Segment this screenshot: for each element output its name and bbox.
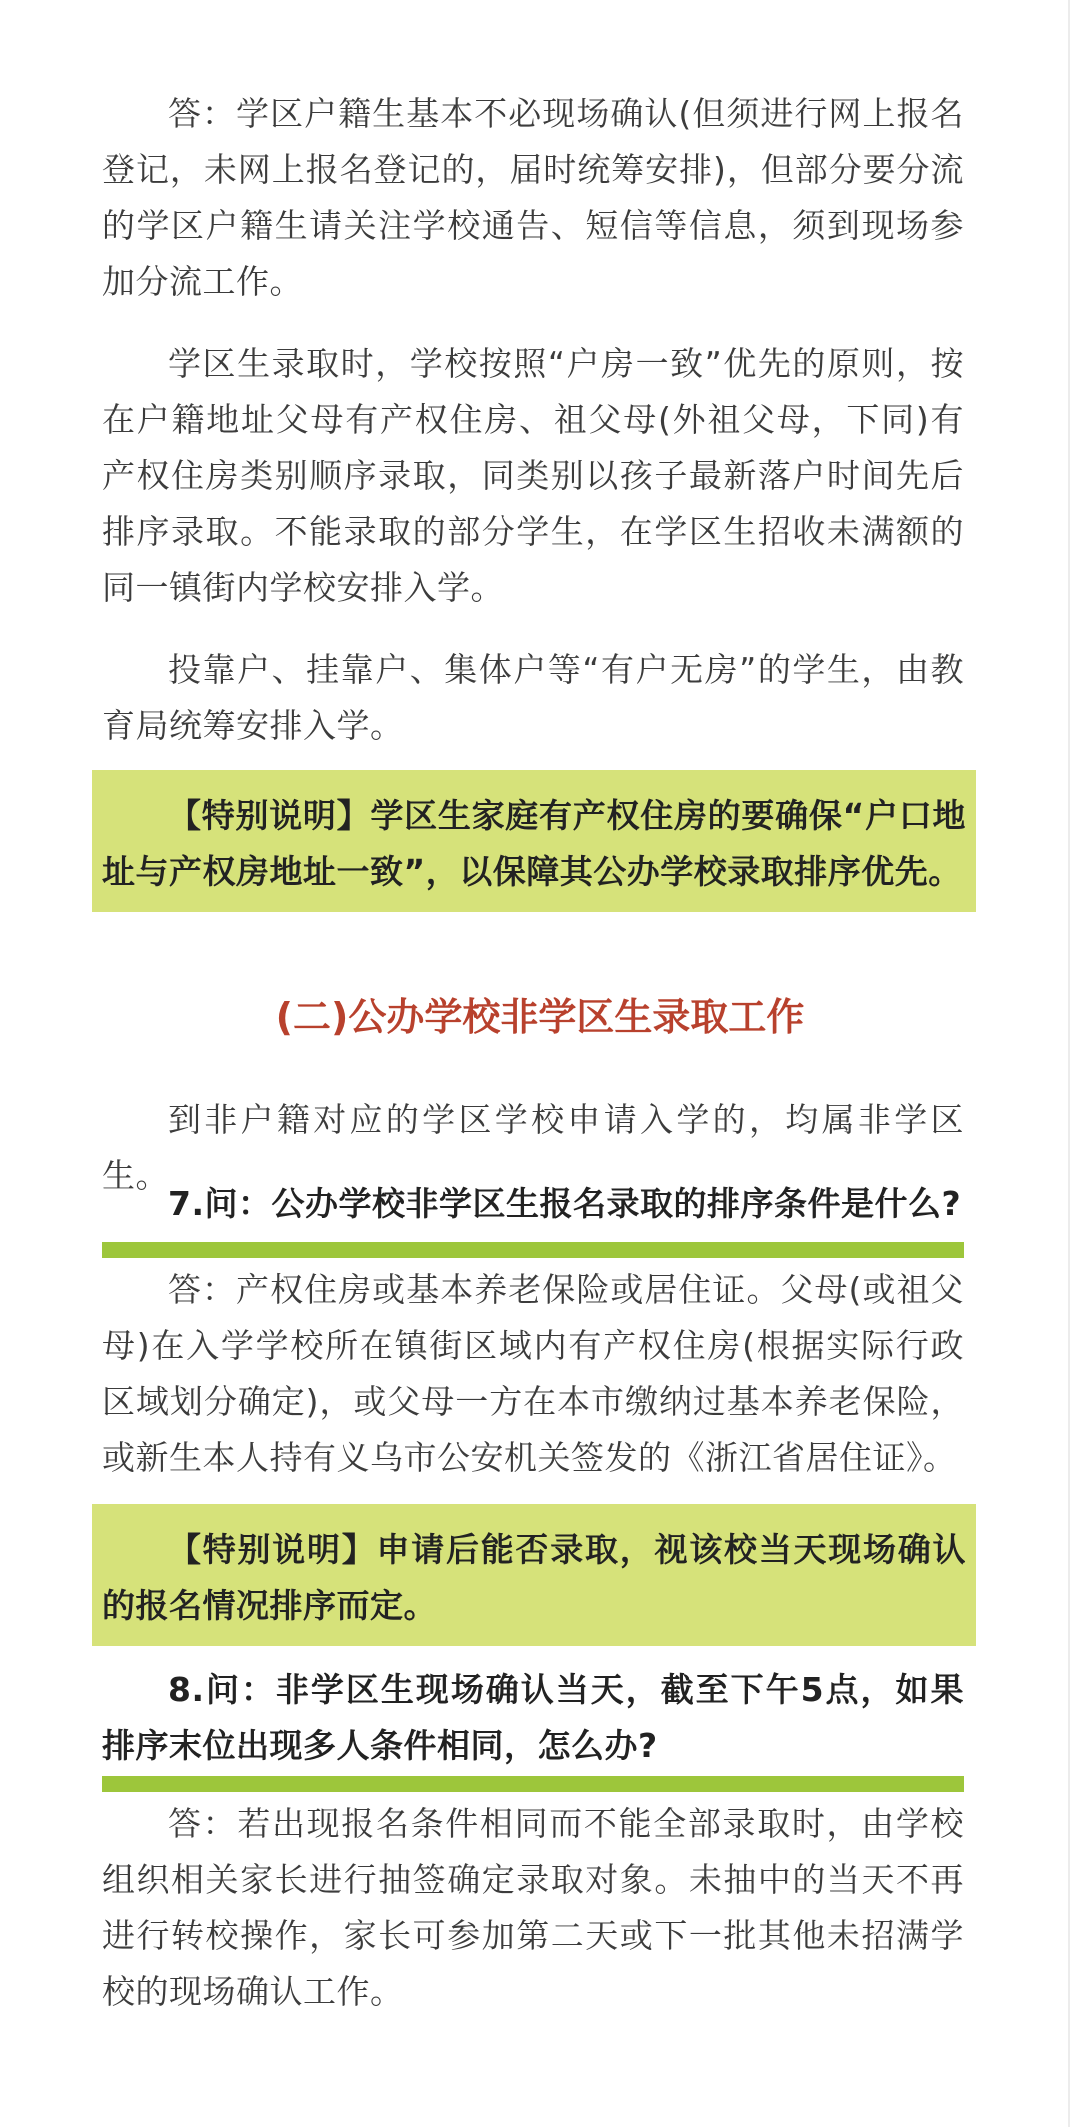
special-note-text-1: 【特别说明】学区生家庭有产权住房的要确保“户口地址与产权房地址一致”，以保障其公办学校录取排序优先。 — [102, 796, 966, 891]
answer-8: 答：若出现报名条件相同而不能全部录取时，由学校组织相关家长进行抽签确定录取对象。未抽中的当天不再进行转校操作，家长可参加第二天或下一批其他未招满学校的现场确认工作。 — [102, 1804, 964, 2011]
answer-7: 答：产权住房或基本养老保险或居住证。父母(或祖父母)在入学学校所在镇街区域内有产权住房(根据实际行政区域划分确定)，或父母一方在本市缴纳过基本养老保险，或新生本人持有义乌市公安机关签发的《浙江省居住证》。 — [102, 1270, 964, 1477]
paragraph-admission-order: 学区生录取时，学校按照“户房一致”优先的原则，按在户籍地址父母有产权住房、祖父母(外祖父母，下同)有产权住房类别顺序录取，同类别以孩子最新落户时间先后排序录取。不能录取的部分学生，在学区生招收未满额的同一镇街内学校安排入学。 — [102, 344, 964, 607]
paragraph-non-district-definition: 到非户籍对应的学区学校申请入学的，均属非学区生。 — [102, 1100, 964, 1195]
question-8-underline-bar — [102, 1776, 964, 1792]
special-note-text-2: 【特别说明】申请后能否录取，视该校当天现场确认的报名情况排序而定。 — [102, 1530, 966, 1625]
question-7: 7.问：公办学校非学区生报名录取的排序条件是什么? — [168, 1184, 962, 1223]
answer-paragraph-household-students: 答：学区户籍生基本不必现场确认(但须进行网上报名登记，未网上报名登记的，届时统筹安排)，但部分要分流的学区户籍生请关注学校通告、短信等信息，须到现场参加分流工作。 — [102, 94, 964, 301]
question-7-underline-bar — [102, 1242, 964, 1258]
special-note-box-2 — [92, 1504, 976, 1646]
question-8: 8.问：非学区生现场确认当天，截至下午5点，如果排序末位出现多人条件相同，怎么办? — [102, 1670, 964, 1765]
section-title-non-district: (二)公办学校非学区生录取工作 — [275, 995, 805, 1039]
page-edge-divider — [1068, 0, 1070, 2127]
special-note-box-1 — [92, 770, 976, 912]
paragraph-no-house-students: 投靠户、挂靠户、集体户等“有户无房”的学生，由教育局统筹安排入学。 — [102, 650, 964, 745]
